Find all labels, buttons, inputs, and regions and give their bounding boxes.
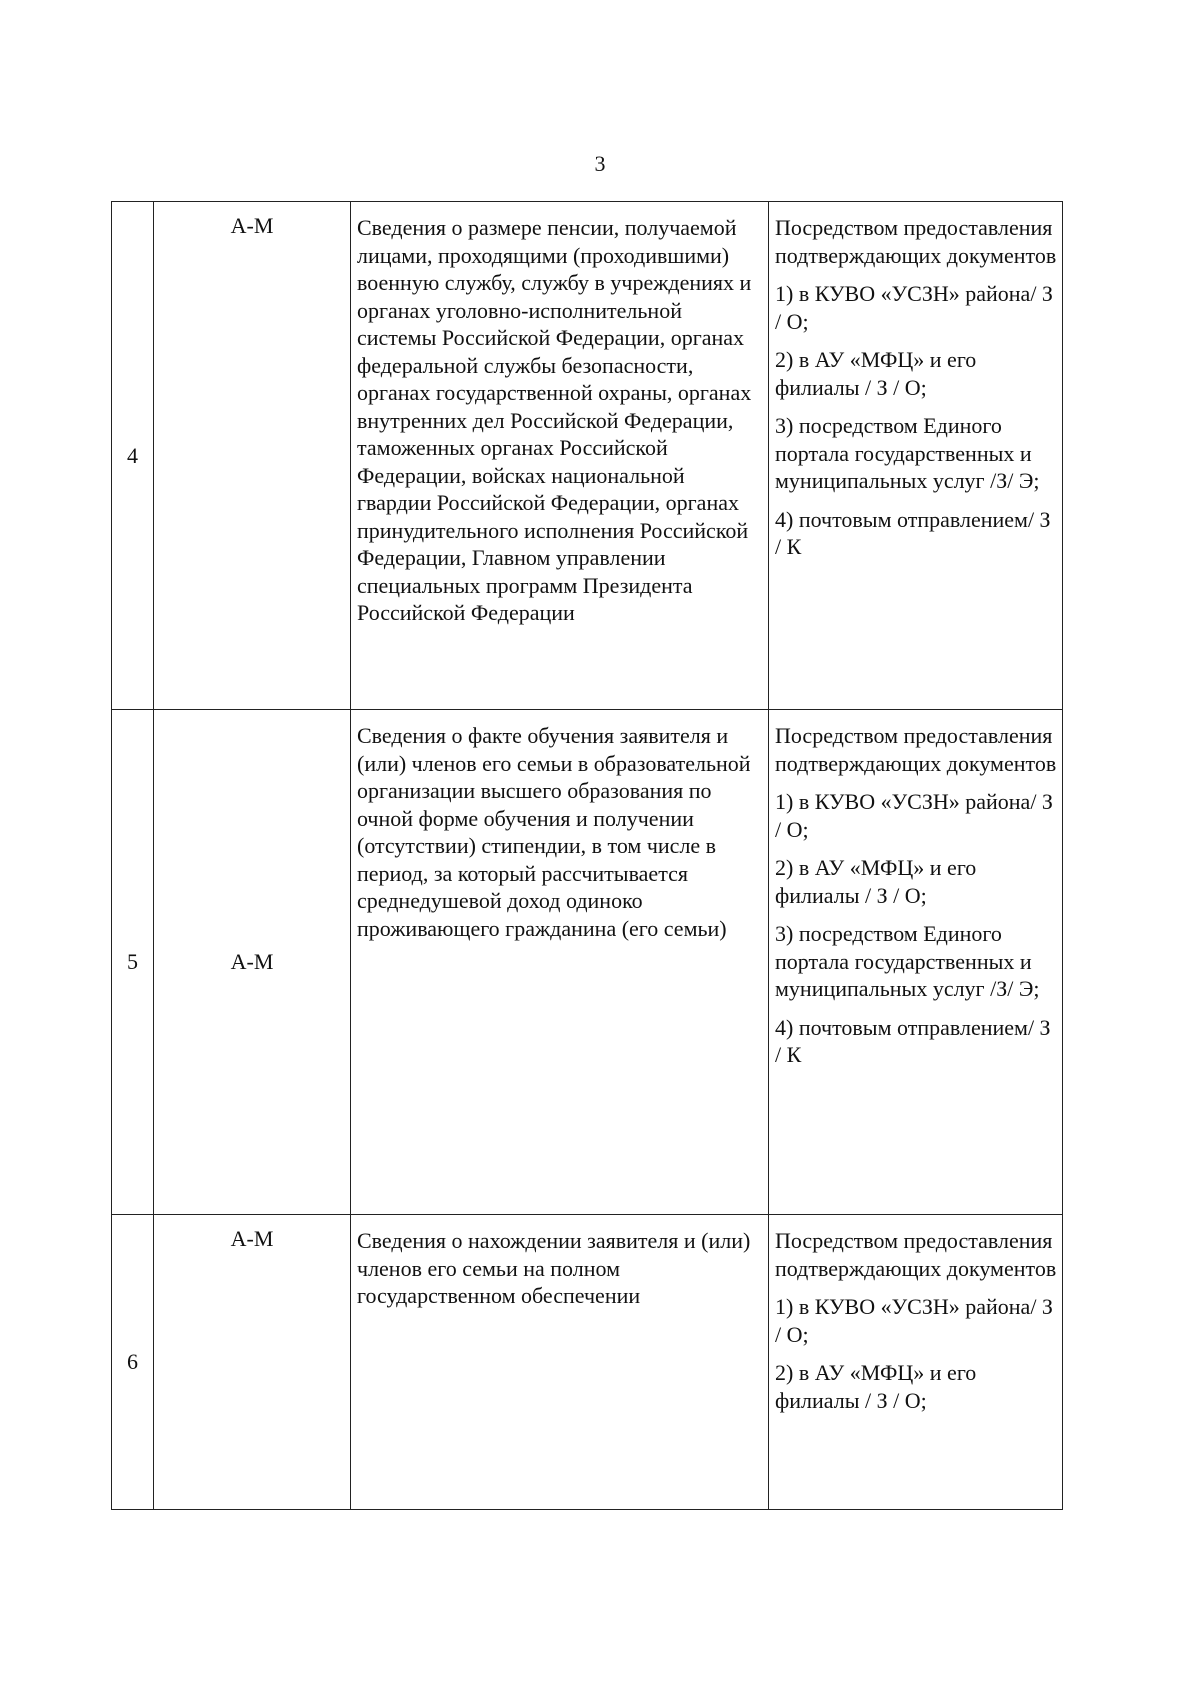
method-item: 1) в КУВО «УСЗН» района/ З / О; bbox=[775, 281, 1053, 334]
method-item: 2) в АУ «МФЦ» и его филиалы / З / О; bbox=[775, 347, 977, 400]
row-code: А-М bbox=[154, 710, 351, 1215]
method-heading: Посредством предоставления подтверждающих документов bbox=[775, 723, 1057, 776]
page-number: 3 bbox=[594, 151, 606, 176]
method-item: 2) в АУ «МФЦ» и его филиалы / З / О; bbox=[775, 855, 977, 908]
method-item: 4) почтовым отправлением/ З / К bbox=[775, 1014, 1051, 1067]
row-methods bbox=[769, 710, 1063, 1215]
row-code: А-М bbox=[154, 1215, 351, 1510]
method-heading: Посредством предоставления подтверждающих документов bbox=[775, 215, 1057, 268]
method-item: 1) в КУВО «УСЗН» района/ З / О; bbox=[775, 789, 1053, 842]
row-methods bbox=[769, 1215, 1063, 1510]
table-row bbox=[112, 1215, 1063, 1510]
table-row bbox=[112, 202, 1063, 710]
row-number: 5 bbox=[112, 710, 154, 1215]
row-methods bbox=[769, 202, 1063, 710]
row-code: А-М bbox=[154, 202, 351, 710]
method-item: 2) в АУ «МФЦ» и его филиалы / З / О; bbox=[775, 1360, 977, 1413]
method-heading: Посредством предоставления подтверждающих документов bbox=[775, 1228, 1057, 1281]
row-number: 4 bbox=[112, 202, 154, 710]
services-table bbox=[111, 201, 1063, 1510]
method-item: 1) в КУВО «УСЗН» района/ З / О; bbox=[775, 1294, 1053, 1347]
row-description: Сведения о факте обучения заявителя и (или) членов его семьи в образовательной организации высшего образования по очной форме обучения и получении (отсутствии) стипендии, в том числе в период, за который рассчитывается среднедушевой доход одиноко проживающего гражданина (его семьи) bbox=[351, 710, 769, 1215]
method-item: 4) почтовым отправлением/ З / К bbox=[775, 506, 1051, 559]
method-item: 3) посредством Единого портала государственных и муниципальных услуг /З/ Э; bbox=[775, 921, 1040, 1001]
table-row bbox=[112, 710, 1063, 1215]
row-number: 6 bbox=[112, 1215, 154, 1510]
method-item: 3) посредством Единого портала государственных и муниципальных услуг /З/ Э; bbox=[775, 413, 1040, 493]
row-description: Сведения о нахождении заявителя и (или) членов его семьи на полном государственном обеспечении bbox=[351, 1215, 769, 1510]
row-description: Сведения о размере пенсии, получаемой лицами, проходящими (проходившими) военную службу, службу в учреждениях и органах уголовно-исполнительной системы Российской Федерации, органах федеральной службы безопасности, органах государственной охраны, органах внутренних дел Российской Федерации, таможенных органах Российской Федерации, войсках национальной гвардии Российской Федерации, органах принудительного исполнения Российской Федерации, Главном управлении специальных программ Президента Российской Федерации bbox=[351, 202, 769, 710]
